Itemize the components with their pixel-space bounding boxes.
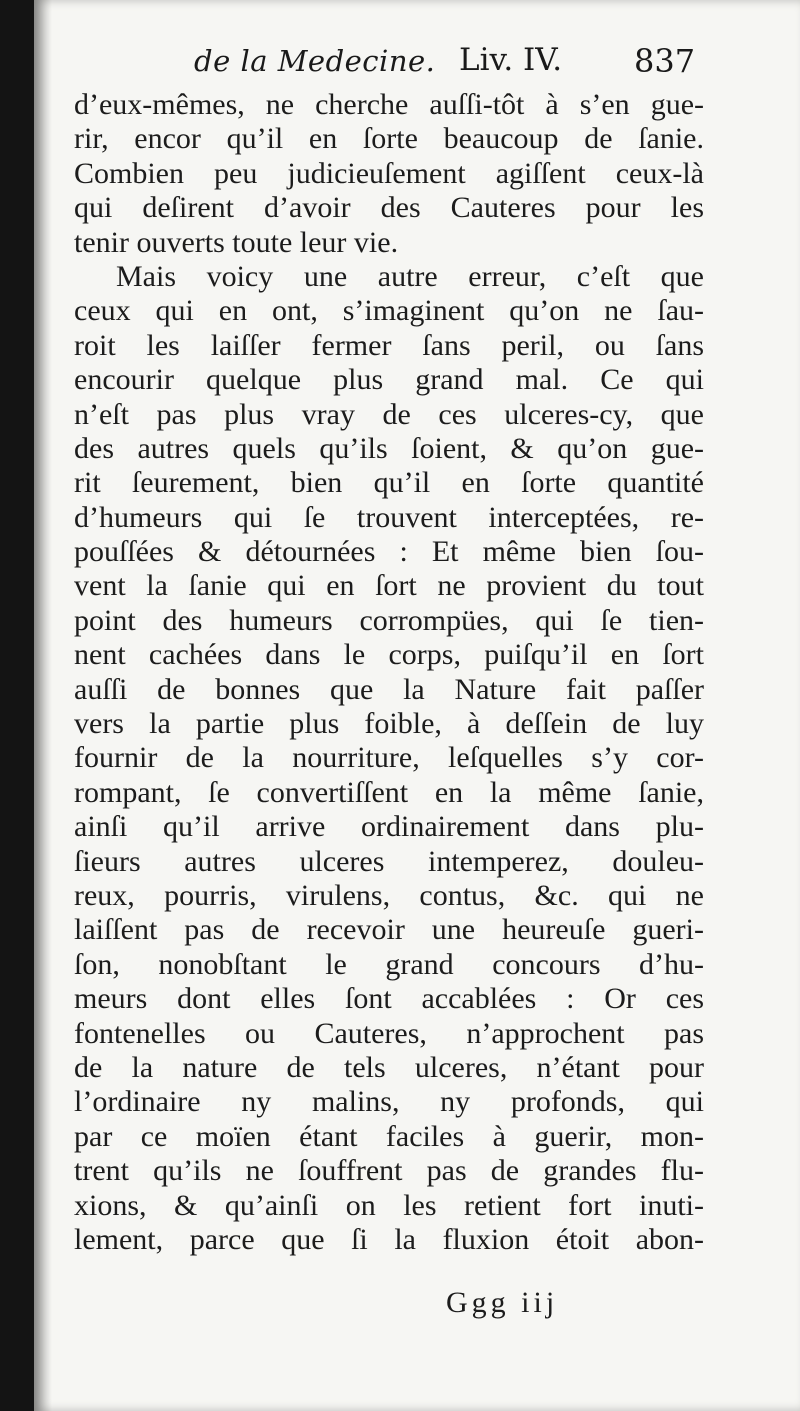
text-line: ſon, nonobſtant le grand concours d’hu-	[74, 947, 704, 981]
text-line: ainſi qu’il arrive ordinairement dans plu-	[74, 810, 704, 844]
text-line: rit ſeurement, bien qu’il en ſorte quantité	[74, 466, 704, 500]
text-line: encourir quelque plus grand mal. Ce qui	[74, 363, 704, 397]
text-line: rir, encor qu’il en ſorte beaucoup de ſanie.	[74, 122, 704, 156]
text-line: d’eux-mêmes, ne cherche auſſi-tôt à s’en gue-	[74, 88, 704, 121]
text-line: auſſi de bonnes que la Nature fait paſſer	[74, 672, 704, 706]
text-line: de la nature de tels ulceres, n’étant pour	[74, 1050, 704, 1084]
text-line: nent cachées dans le corps, puiſqu’il en ſort	[74, 638, 704, 672]
text-line: laiſſent pas de recevoir une heureuſe gueri-	[74, 913, 704, 947]
text-line: point des humeurs corrompües, qui ſe tien-	[74, 603, 704, 637]
running-head	[194, 40, 714, 90]
text-line: n’eſt pas plus vray de ces ulceres-cy, que	[74, 397, 704, 431]
text-line: ſieurs autres ulceres intemperez, douleu-	[74, 844, 704, 878]
text-line: vent la ſanie qui en ſort ne provient du tout	[74, 569, 704, 603]
text-line: vers la partie plus foible, à deſſein de luy	[74, 707, 704, 741]
page-number: 837	[634, 42, 696, 80]
text-line: xions, & qu’ainſi on les retient fort inuti-	[74, 1188, 704, 1222]
text-line: par ce moïen étant faciles à guerir, mon-	[74, 1119, 704, 1153]
text-line: rompant, ſe convertiſſent en la même ſanie,	[74, 775, 704, 809]
text-line: pouſſées & détournées : Et même bien ſou-	[74, 535, 704, 569]
body-text	[74, 88, 704, 1257]
running-title: de la Medecine.	[194, 44, 436, 78]
text-line: meurs dont elles ſont accablées : Or ces	[74, 982, 704, 1016]
text-line: Combien peu judicieuſement agiſſent ceux-là	[74, 156, 704, 190]
text-line: ceux qui en ont, s’imaginent qu’on ne ſau-	[74, 294, 704, 328]
text-line: qui deſirent d’avoir des Cauteres pour les	[74, 191, 704, 225]
book-page	[34, 0, 800, 1411]
text-line: fontenelles ou Cauteres, n’approchent pas	[74, 1016, 704, 1050]
paragraph-first-line: Mais voicy une autre erreur, c’eſt que	[116, 259, 704, 293]
text-line: des autres quels qu’ils ſoient, & qu’on gue-	[74, 431, 704, 465]
text-line: reux, pourris, virulens, contus, &c. qui ne	[74, 878, 704, 912]
text-line: roit les laiſſer fermer ſans peril, ou ſans	[74, 328, 704, 362]
text-line: lement, parce que ſi la fluxion étoit abon-	[74, 1222, 704, 1256]
text-line: l’ordinaire ny malins, ny profonds, qui	[74, 1085, 704, 1119]
book-number: Liv. IV.	[459, 42, 563, 78]
text-line: d’humeurs qui ſe trouvent interceptées, re-	[74, 500, 704, 534]
text-line: tenir ouverts toute leur vie.	[74, 225, 399, 259]
text-line: fournir de la nourriture, leſquelles s’y cor-	[74, 741, 704, 775]
text-line: trent qu’ils ne ſouffrent pas de grandes flu-	[74, 1154, 704, 1188]
signature-mark: Ggg iij	[446, 1286, 559, 1319]
gutter-shadow	[34, 0, 52, 1411]
